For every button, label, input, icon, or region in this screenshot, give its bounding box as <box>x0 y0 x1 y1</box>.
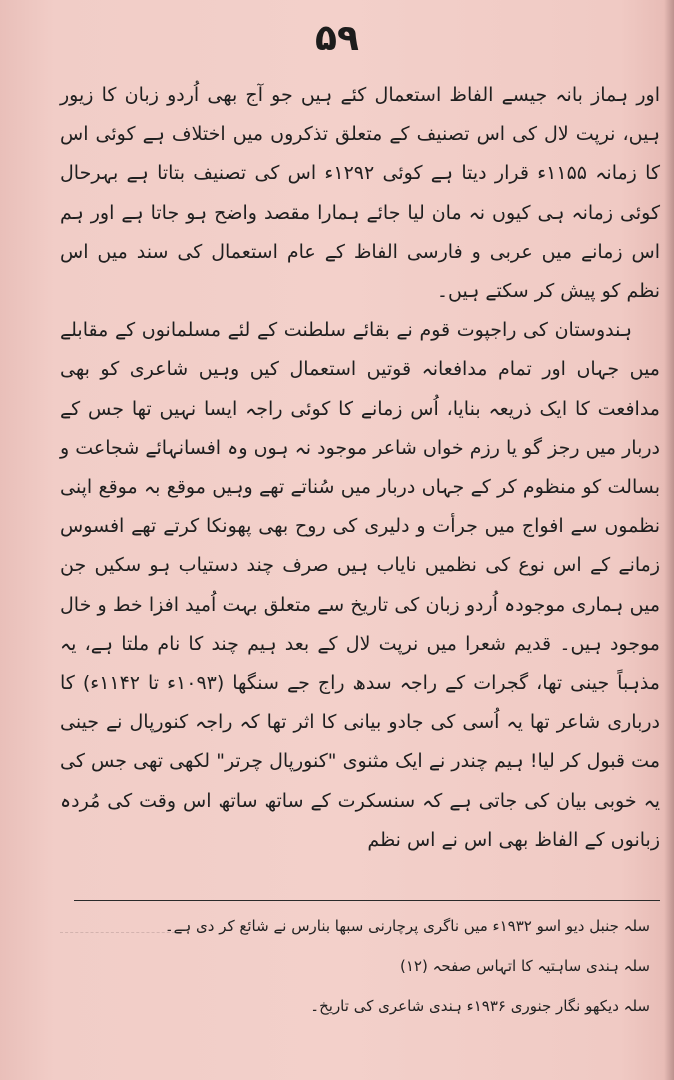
body-text <box>60 76 660 860</box>
footnotes <box>120 906 650 1026</box>
paragraph-1: اور ہماز بانہ جیسے الفاظ استعمال کئے ہیں جو آج بھی اُردو زبان کا زیور ہیں، نرپت لال کی اس تصنیف کے متعلق تذکروں میں اختلاف ہے کوئی اس کا زمانہ ۱۱۵۵ء قرار دیتا ہے کوئی ۱۲۹۲ء اس کی تصنیف بتاتا ہے بہرحال کوئی زمانہ ہی کیوں نہ مان لیا جائے ہمارا مقصد واضح ہو جاتا ہے اور ہم اس زمانے میں عربی و فارسی الفاظ کے عام استعمال کی سند میں اس نظم کو پیش کر سکتے ہیں۔ <box>60 84 660 303</box>
paragraph-2: ہندوستان کی راجپوت قوم نے بقائے سلطنت کے لئے مسلمانوں کے مقابلے میں جہاں اور تمام مدافعانہ قوتیں استعمال کیں وہیں شاعری کو بھی مدافعت کا ایک ذریعہ بنایا، اُس زمانے کا کوئی راجہ ایسا نہیں تھا جس کے دربار میں رجز گو یا رزم خواں شاعر موجود نہ ہوں وہ افسانہائے شجاعت و بسالت کو منظوم کر کے جہاں دربار میں سُناتے تھے وہیں موقع بہ موقع اپنی نظموں سے افواج میں جرأت و دلیری کی روح بھی پھونکا کرتے تھے افسوس زمانے کے اس نوع کی نظمیں نایاب ہیں صرف چند دستیاب ہو سکیں جن میں ہماری موجودہ اُردو زبان کی تاریخ سے متعلق بہت اُمید افزا خط و خال موجود ہیں۔ قدیم شعرا میں نرپت لال کے بعد ہیم چند کا نام ملتا ہے، یہ مذہباً جینی تھا، گجرات کے راجہ سدھ راج جے سنگھا (۱۰۹۳ء تا ۱۱۴۲ء) کا درباری شاعر تھا یہ اُسی کی جادو بیانی کا اثر تھا کہ راجہ کنورپال نے جینی مت قبول کر لیا! ہیم چندر نے ایک مثنوی "کنورپال چرتر" لکھی تھی جس کی یہ خوبی بیان کی جاتی ہے کہ سنسکرت کے ساتھ ساتھ اس وقت کی مُردہ زبانوں کے الفاظ بھی اس نے اس نظم <box>60 319 660 851</box>
page-edge-shadow <box>664 0 674 1080</box>
footnote-divider <box>74 900 660 901</box>
footnote-1: سلہ جنبل دیو اسو ۱۹۳۲ء میں ناگری پرچارنی سبھا بنارس نے شائع کر دی ہے۔ <box>164 917 650 935</box>
page-number: ۵۹ <box>315 18 359 59</box>
footnote-3: سلہ دیکھو نگار جنوری ۱۹۳۶ء ہندی شاعری کی تاریخ۔ <box>310 997 650 1015</box>
footnote-2: سلہ ہندی ساہتیہ کا اتہاس صفحہ (۱۲) <box>400 957 650 975</box>
